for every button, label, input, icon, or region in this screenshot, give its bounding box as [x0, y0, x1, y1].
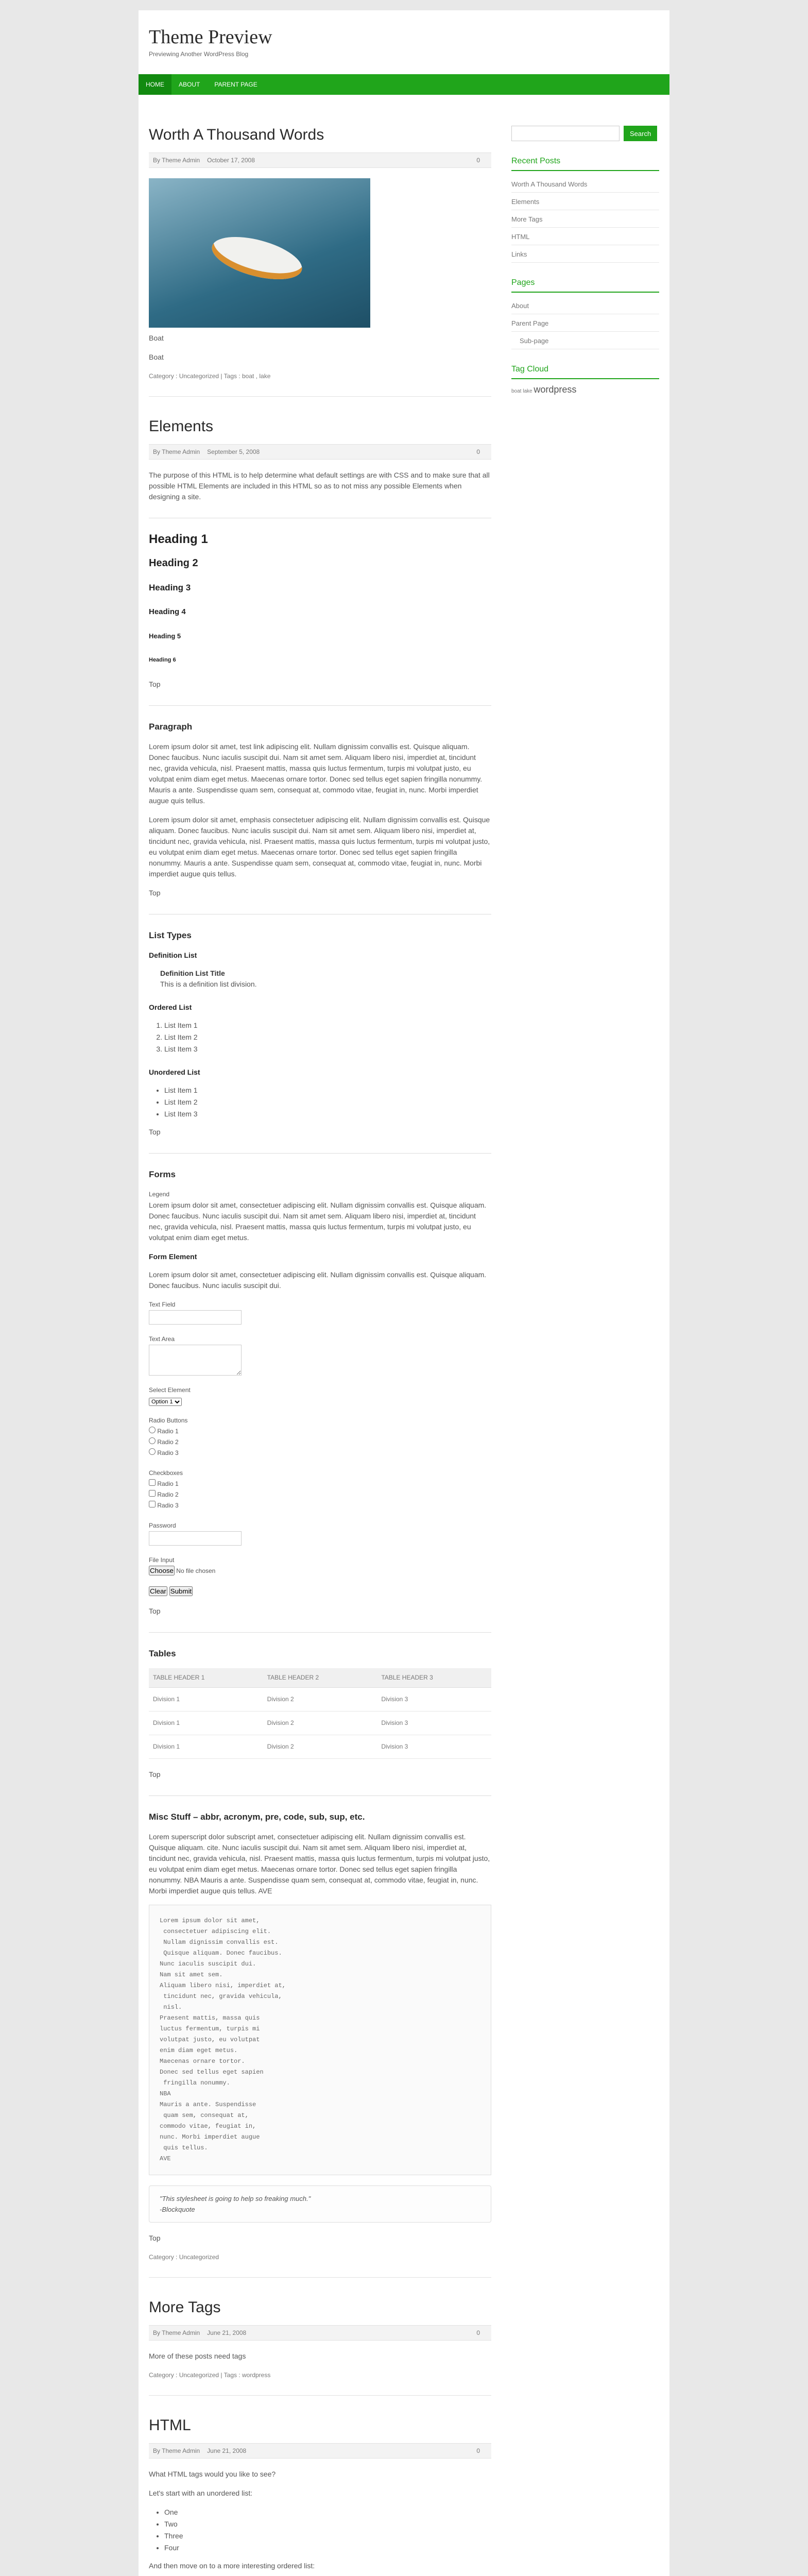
section-heading: Tables	[149, 1649, 176, 1658]
radio-input[interactable]	[149, 1437, 156, 1444]
radio-row[interactable]	[149, 1437, 491, 1448]
blockquote: "This stylesheet is going to help so freaking much." -Blockquote	[149, 2185, 491, 2223]
post-author[interactable]: By Theme Admin	[153, 156, 200, 164]
post-date: October 17, 2008	[207, 156, 255, 164]
tag-link[interactable]: wordpress	[534, 384, 577, 395]
widget-title: Recent Posts	[511, 157, 659, 171]
sidebar	[511, 126, 659, 395]
list-heading: Unordered List	[149, 1068, 200, 1076]
page-link[interactable]: Sub-page	[511, 333, 659, 349]
comment-count[interactable]: 0	[476, 448, 480, 455]
post	[149, 2416, 491, 2576]
list-item: 1. List Item 1	[164, 1020, 491, 1031]
no-file-text: No file chosen	[176, 1567, 216, 1574]
text-field[interactable]	[149, 1310, 242, 1325]
section-heading: Forms	[149, 1170, 176, 1179]
recent-post-link[interactable]: HTML	[511, 229, 659, 245]
section-heading: List Types	[149, 930, 192, 940]
select-label: Select Element	[149, 1386, 191, 1394]
choose-file-button[interactable]: Choose	[150, 1567, 174, 1574]
table-header: TABLE HEADER 3	[377, 1668, 491, 1688]
page	[139, 10, 669, 2576]
radio-group	[149, 1426, 491, 1459]
intro-text: The purpose of this HTML is to help determine what default settings are with CSS and to make sure that all possible HTML Elements are included in this HTML so as to not miss any possible Elements when designing a site.	[149, 471, 490, 501]
checkbox-row[interactable]	[149, 1500, 491, 1511]
divider	[149, 1632, 491, 1633]
file-input	[149, 1566, 491, 1577]
list-item: • Two	[164, 2519, 491, 2530]
list-item: • Four	[164, 2543, 491, 2553]
post-author[interactable]: By Theme Admin	[153, 448, 200, 455]
legend: Legend	[149, 1191, 170, 1198]
post-text: And then move on to a more interesting ordered list:	[149, 2562, 315, 2570]
checkbox-group	[149, 1479, 491, 1511]
preformatted-block: Lorem ipsum dolor sit amet, consectetuer adipiscing elit. Nullam dignissim convallis est. Quisque aliquam. Donec faucibus. Nunc iaculis suscipit dui. Nam sit amet sem. Aliquam libero nisi, imperdiet at, tincidunt nec, gravida vehicula, nisl. Praesent mattis, massa quis luctus fermentum, turpis mi volutpat justo, eu volutpat enim diam eget metus. Maecenas ornare tortor. Donec sed tellus eget sapien fringilla nonummy. NBA Mauris a ante. Suspendisse quam sem, consequat at, commodo vitae, feugiat in, nunc. Morbi imperdiet augue quis tellus. AVE	[149, 1905, 491, 2175]
unordered-list	[149, 1085, 491, 1120]
table-cell: Division 1	[149, 1735, 263, 1759]
checkbox-input[interactable]	[149, 1479, 156, 1486]
post-text: What HTML tags would you like to see?	[149, 2470, 276, 2478]
checkbox-row[interactable]	[149, 1479, 491, 1489]
content	[149, 126, 491, 2576]
table-row	[149, 1711, 491, 1735]
list-item: • List Item 3	[164, 1109, 491, 1120]
list-item: • List Item 1	[164, 1085, 491, 1096]
checkbox-input[interactable]	[149, 1501, 156, 1507]
page-link[interactable]: About	[511, 298, 659, 314]
radio-text: Radio 2	[157, 1438, 179, 1446]
post-date: September 5, 2008	[207, 448, 260, 455]
post-title[interactable]: Elements	[149, 418, 214, 435]
tag-link[interactable]: boat lake	[511, 388, 532, 394]
search-form	[511, 126, 659, 141]
list-item: 2. List Item 2	[164, 1032, 491, 1043]
definition-text: This is a definition list division.	[160, 980, 257, 988]
post-date: June 21, 2008	[207, 2447, 247, 2454]
comment-count[interactable]: 0	[476, 2447, 480, 2454]
text-area-label: Text Area	[149, 1335, 175, 1343]
divider	[149, 1795, 491, 1796]
main-nav	[139, 74, 669, 95]
list-item: • List Item 2	[164, 1097, 491, 1108]
post-text: Let's start with an unordered list:	[149, 2489, 253, 2497]
nav-parent-page[interactable]: PARENT PAGE	[214, 81, 257, 88]
table-row	[149, 1735, 491, 1759]
table-cell: Division 3	[377, 1735, 491, 1759]
table-cell: Division 1	[149, 1688, 263, 1711]
post	[149, 2298, 491, 2396]
password-field[interactable]	[149, 1531, 242, 1546]
comment-count[interactable]: 0	[476, 156, 480, 164]
top-link[interactable]: Top	[149, 680, 161, 688]
heading-5: Heading 5	[149, 632, 181, 640]
radio-text: Radio 1	[157, 1428, 179, 1435]
file-label: File Input	[149, 1556, 175, 1564]
select-element[interactable]	[149, 1398, 182, 1406]
table-header: TABLE HEADER 1	[149, 1668, 263, 1688]
post-text: Boat	[149, 353, 164, 361]
checkbox-input[interactable]	[149, 1490, 156, 1497]
post-title[interactable]: More Tags	[149, 2299, 221, 2316]
clear-button[interactable]: Clear	[150, 1587, 166, 1595]
checkbox-row[interactable]	[149, 1489, 491, 1500]
radio-input[interactable]	[149, 1427, 156, 1433]
table-header: TABLE HEADER 2	[263, 1668, 377, 1688]
list-item: 3. List Item 3	[164, 1044, 491, 1055]
recent-post-link[interactable]: Worth A Thousand Words	[511, 176, 659, 193]
nav-about[interactable]: ABOUT	[179, 81, 200, 88]
paragraph: Lorem ipsum dolor sit amet, emphasis consectetuer adipiscing elit. Nullam dignissim convallis est. Quisque aliquam. Donec faucibus. Nunc iaculis suscipit dui. Nam sit amet sem. Aliquam libero nisi, imperdiet at, tincidunt nec, gravida vehicula, nisl. Praesent mattis, massa quis luctus fermentum, turpis mi volutpat justo, eu volutpat enim diam eget metus. Maecenas ornare tortor. Donec sed tellus eget sapien fringilla nonummy. Mauris a ante. Suspendisse quam sem, consequat at, commodo vitae, feugiat in, nunc. Morbi imperdiet augue quis tellus.	[149, 816, 490, 878]
pages-list	[511, 298, 659, 349]
image-caption: Boat	[149, 334, 164, 342]
radio-label: Radio Buttons	[149, 1417, 188, 1424]
post	[149, 417, 491, 2278]
post-footer-meta: Category : Uncategorized | Tags : wordpress	[149, 2371, 271, 2379]
table-header-row	[149, 1668, 491, 1688]
radio-text: Radio 3	[157, 1449, 179, 1456]
post-date: June 21, 2008	[207, 2329, 247, 2336]
boat-image[interactable]	[149, 178, 370, 328]
legend-text: Lorem ipsum dolor sit amet, consectetuer adipiscing elit. Nullam dignissim convallis est. Quisque aliquam. Donec faucibus. Nunc iaculis suscipit dui. Nam sit amet sem. Aliquam libero nisi, imperdiet at, tincidunt nec, gravida vehicula, nisl. Praesent mattis, massa quis luctus fermentum, turpis mi volutpat justo, eu volutpat enim diam eget metus.	[149, 1201, 487, 1242]
table-cell: Division 3	[377, 1688, 491, 1711]
table-cell: Division 3	[377, 1711, 491, 1735]
definition-title: Definition List Title	[160, 969, 225, 977]
text-field-label: Text Field	[149, 1301, 176, 1308]
search-input[interactable]	[511, 126, 620, 141]
heading-1: Heading 1	[149, 532, 208, 546]
post-meta	[149, 152, 491, 168]
recent-posts-list	[511, 176, 659, 263]
search-button[interactable]: Search	[624, 126, 657, 141]
table-cell: Division 2	[263, 1735, 377, 1759]
section-heading: Paragraph	[149, 722, 193, 732]
top-link[interactable]: Top	[149, 1128, 161, 1136]
checkbox-text: Radio 1	[157, 1480, 179, 1487]
widget-title: Pages	[511, 278, 659, 293]
top-link[interactable]: Top	[149, 889, 161, 897]
checkbox-text: Radio 2	[157, 1491, 179, 1498]
site-description: Previewing Another WordPress Blog	[149, 50, 249, 58]
page-link[interactable]: Parent Page	[511, 315, 659, 332]
post-footer-meta: Category : Uncategorized	[149, 2253, 219, 2261]
post-text: More of these posts need tags	[149, 2352, 246, 2360]
data-table	[149, 1668, 491, 1759]
paragraph: Lorem ipsum dolor sit amet, test link adipiscing elit. Nullam dignissim convallis est. Quisque aliquam. Donec faucibus. Nunc iaculis suscipit dui. Nam sit amet sem. Aliquam libero nisi, imperdiet at, tincidunt nec, gravida vehicula, nisl. Praesent mattis, massa quis luctus fermentum, turpis mi volutpat justo, eu volutpat enim diam eget metus. Maecenas ornare tortor. Donec sed tellus eget sapien fringilla nonummy. Mauris a ante. Suspendisse quam sem, consequat at, commodo vitae, feugiat in, nunc. Morbi imperdiet augue quis tellus.	[149, 742, 483, 805]
table-cell: Division 2	[263, 1688, 377, 1711]
radio-row[interactable]	[149, 1426, 491, 1437]
heading-6: Heading 6	[149, 657, 176, 663]
list-item: • One	[164, 2507, 491, 2518]
heading-2: Heading 2	[149, 557, 198, 569]
post-author[interactable]: By Theme Admin	[153, 2329, 200, 2336]
recent-post-link[interactable]: More Tags	[511, 211, 659, 228]
post-author[interactable]: By Theme Admin	[153, 2447, 200, 2454]
form-buttons	[149, 1586, 491, 1597]
heading-4: Heading 4	[149, 607, 186, 616]
tag-cloud	[511, 384, 659, 395]
form-heading: Form Element	[149, 1252, 197, 1261]
site-header	[139, 10, 669, 74]
misc-text: Lorem superscript dolor subscript amet, consectetuer adipiscing elit. Nullam dignissim convallis est. Quisque aliquam. cite. Nunc iaculis suscipit dui. Nam sit amet sem. Aliquam libero nisi, imperdiet at, tincidunt nec, gravida vehicula, nisl. Praesent mattis, massa quis luctus fermentum, turpis mi volutpat justo, eu volutpat enim diam eget metus. Maecenas ornare tortor. Donec sed tellus eget sapien fringilla nonummy. NBA Mauris a ante. Suspendisse quam sem, consequat at, commodo vitae, feugiat in, nunc. Morbi imperdiet augue quis tellus. AVE	[149, 1833, 490, 1895]
table-row	[149, 1688, 491, 1711]
post-title[interactable]: Worth A Thousand Words	[149, 126, 324, 143]
post-meta	[149, 2443, 491, 2459]
unordered-list	[149, 2507, 491, 2553]
section-heading: Misc Stuff – abbr, acronym, pre, code, sub, sup, etc.	[149, 1812, 365, 1822]
table-cell: Division 2	[263, 1711, 377, 1735]
heading-3: Heading 3	[149, 583, 191, 592]
checkbox-text: Radio 3	[157, 1502, 179, 1509]
ordered-list	[149, 1020, 491, 1055]
post-footer-meta: Category : Uncategorized | Tags : boat , lake	[149, 372, 271, 380]
site-title[interactable]: Theme Preview	[149, 26, 272, 48]
radio-row[interactable]	[149, 1448, 491, 1459]
top-link[interactable]: Top	[149, 1770, 161, 1778]
password-label: Password	[149, 1522, 176, 1529]
top-link[interactable]: Top	[149, 1607, 161, 1615]
post-meta	[149, 444, 491, 460]
list-heading: Ordered List	[149, 1003, 192, 1011]
table-cell: Division 1	[149, 1711, 263, 1735]
widget-title: Tag Cloud	[511, 365, 659, 379]
form-text: Lorem ipsum dolor sit amet, consectetuer adipiscing elit. Nullam dignissim convallis est. Quisque aliquam. Donec faucibus. Nunc iaculis suscipit dui.	[149, 1270, 487, 1290]
nav-home[interactable]: HOME	[139, 74, 171, 95]
boat-shape	[208, 229, 306, 287]
text-area[interactable]	[149, 1345, 242, 1376]
divider	[149, 1153, 491, 1154]
definition-list	[149, 968, 491, 990]
list-item: • Three	[164, 2531, 491, 2541]
comment-count[interactable]: 0	[476, 2329, 480, 2336]
post-title[interactable]: HTML	[149, 2417, 191, 2434]
divider	[149, 705, 491, 706]
top-link[interactable]: Top	[149, 2234, 161, 2242]
post	[149, 126, 491, 397]
list-heading: Definition List	[149, 951, 197, 959]
radio-input[interactable]	[149, 1448, 156, 1455]
submit-button[interactable]: Submit	[170, 1587, 192, 1595]
checkbox-label: Checkboxes	[149, 1469, 183, 1477]
post-meta	[149, 2325, 491, 2341]
recent-post-link[interactable]: Elements	[511, 194, 659, 210]
recent-post-link[interactable]: Links	[511, 246, 659, 263]
